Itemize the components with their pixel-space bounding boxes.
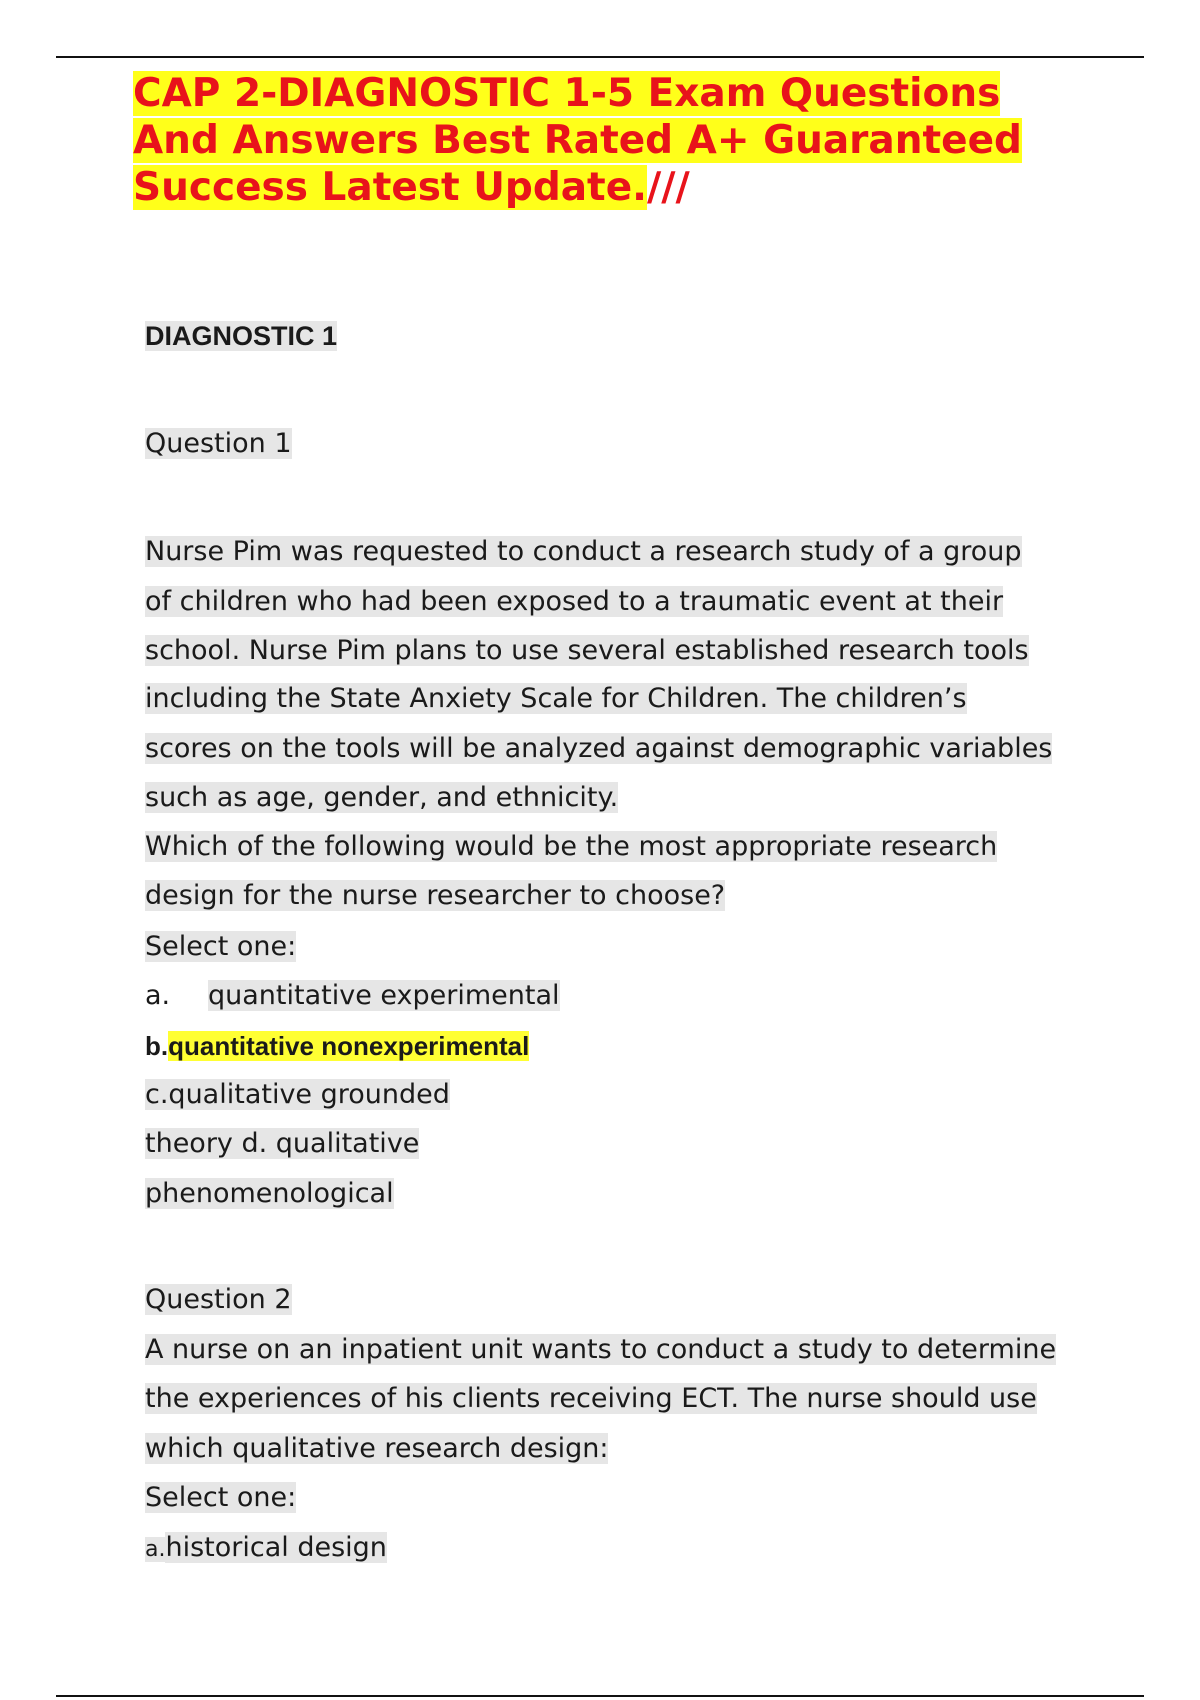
question-1-stem-line: such as age, gender, and ethnicity.	[145, 782, 619, 813]
question-1-stem-line: Which of the following would be the most appropriate research	[145, 831, 998, 862]
question-2-label: Question 2	[145, 1284, 292, 1315]
question-2-stem-line: A nurse on an inpatient unit wants to conduct a study to determine	[145, 1334, 1057, 1365]
question-1-option-line: c.qualitative grounded	[145, 1079, 450, 1110]
question-2-stem-line: the experiences of his clients receiving ECT. The nurse should use	[145, 1383, 1037, 1414]
question-1-label: Question 1	[145, 428, 292, 459]
top-rule	[56, 56, 1144, 58]
title-suffix: ///	[646, 165, 690, 210]
question-1-stem-line: including the State Anxiety Scale for Children. The children’s	[145, 683, 967, 714]
title-highlighted-text: CAP 2-DIAGNOSTIC 1-5 Exam Questions And Answers Best Rated A+ Guaranteed Success Latest Update.	[133, 71, 1022, 210]
question-2-stem-line: which qualitative research design:	[145, 1433, 609, 1464]
question-1-stem-line: scores on the tools will be analyzed against demographic variables	[145, 733, 1053, 764]
question-1-stem-line: design for the nurse researcher to choose?	[145, 880, 726, 911]
question-1-stem-line: Nurse Pim was requested to conduct a research study of a group	[145, 536, 1022, 567]
question-1-select-prompt: Select one:	[145, 931, 297, 962]
question-1-option-line: phenomenological	[145, 1178, 394, 1209]
bottom-rule	[56, 1695, 1144, 1697]
question-2-option-a: a.historical design	[145, 1532, 387, 1563]
question-1-stem-line: of children who had been exposed to a traumatic event at their	[145, 586, 1004, 617]
question-1-option-line: theory d. qualitative	[145, 1128, 420, 1159]
section-heading: DIAGNOSTIC 1	[145, 321, 338, 351]
question-1-option-a: a. quantitative experimental	[145, 980, 560, 1011]
question-1-option-b-answer: b.quantitative nonexperimental	[145, 1031, 530, 1061]
document-title	[133, 70, 1093, 211]
question-1-stem-line: school. Nurse Pim plans to use several established research tools	[145, 635, 1029, 666]
question-2-select-prompt: Select one:	[145, 1482, 297, 1513]
